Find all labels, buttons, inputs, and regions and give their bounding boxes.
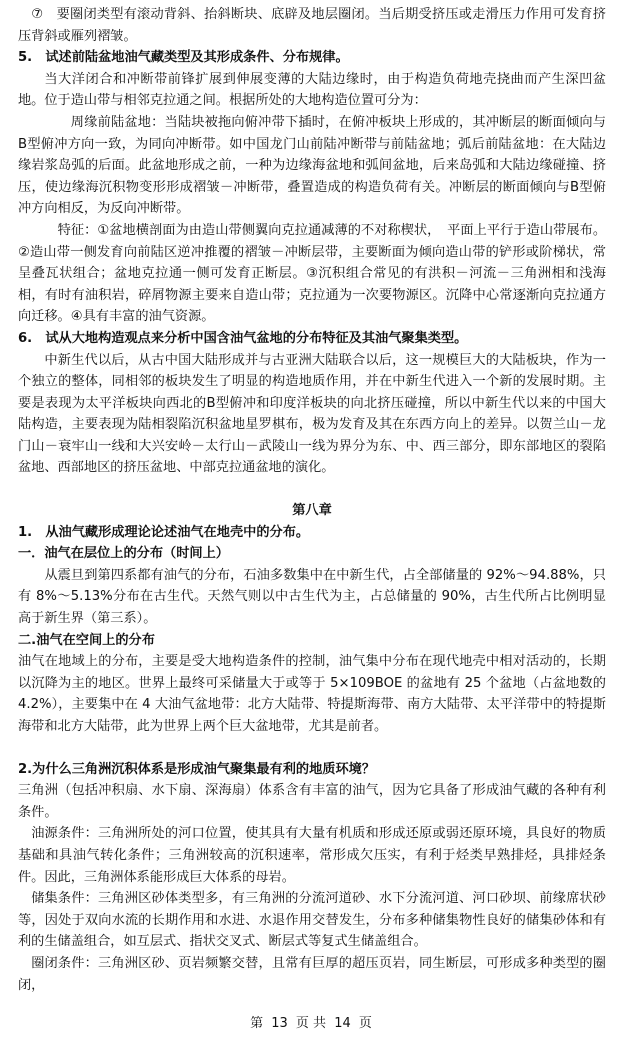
paragraph-trap-types: ⑦ 要圈闭类型有滚动背斜、抬斜断块、底辟及地层圈闭。当后期受挤压或走滑压力作用可发育挤压背斜或雁列褶皱。 <box>18 7 606 44</box>
question-6-title: 6. 试从大地构造观点来分析中国含油气盆地的分布特征及其油气聚集类型。 <box>18 330 468 346</box>
section-distribution-in-space-body: 油气在地域上的分布，主要是受大地构造条件的控制，油气集中分布在现代地壳中相对活动的，长期以沉降为主的地区。世界上最终可采储量大于或等于 5×109BOE 的盆地有 25 个盆地（占盆地数的 4.2%），主要集中在 4 大油气盆地带：北方大陆带、特提斯海带、南方大陆带、太平洋带中的特提斯海带和北方大陆带，此为世界上两个巨大盆地带，尤其是前者。 <box>18 654 606 734</box>
spacer <box>18 738 606 759</box>
question-5-intro: 当大洋闭合和冲断带前锋扩展到伸展变薄的大陆边缘时，由于构造负荷地壳挠曲而产生深凹盆地。位于造山带与相邻克拉通之间。根据所处的大地构造位置可分为： <box>18 71 606 109</box>
footer-suffix: 页 <box>358 1016 372 1031</box>
document-page <box>18 4 606 996</box>
delta-source-conditions: 油源条件：三角洲所处的河口位置，使其具有大量有机质和形成还原或弱还原环境，具良好的物质基础和具油气转化条件；三角洲较高的沉积速率，常形成欠压实，有利于烃类早熟排烃，具排烃条件。因此，三角洲体系能形成巨大体系的母岩。 <box>18 826 606 885</box>
footer-middle: 页 共 <box>295 1016 327 1031</box>
question-5-title: 5. 试述前陆盆地油气藏类型及其形成条件、分布规律。 <box>18 50 349 66</box>
total-pages: 14 <box>334 1016 351 1031</box>
section-distribution-by-layer-body: 从震旦到第四系都有油气的分布，石油多数集中在中新生代，占全部储量的 92%～94.88%，只有 8%～5.13%分布在古生代。天然气则以中古生代为主，占总储量的 90%，古生代所占比例明显高于新生界（第三系）。 <box>18 567 606 627</box>
page-number: 13 <box>271 1016 288 1031</box>
chapter-heading: 第八章 <box>292 503 332 519</box>
page-footer <box>0 1013 622 1035</box>
chapter-8-question-1-title: 1. 从油气藏形成理论论述油气在地壳中的分布。 <box>18 524 310 540</box>
question-6-body: 中新生代以后，从古中国大陆形成并与古亚洲大陆联合以后，这一规模巨大的大陆板块，作为一个独立的整体，同相邻的板块发生了明显的构造地质作用，并在中新生代进入一个新的发展时期。主要是表现为太平洋板块向西北的B型俯冲和印度洋板块的向北挤压碰撞，所以中新生代以来的中国大陆构造，主要表现为陆相裂陷沉积盆地星罗棋布，极为发育及其在东西方向上的差异。以贺兰山－龙门山－衰牢山一线和大兴安岭－太行山－武陵山一线为界分为东、中、西三部分，即东部地区的裂陷盆地、西部地区的挤压盆地、中部克拉通盆地的演化。 <box>18 352 606 476</box>
delta-trap-conditions: 圈闭条件：三角洲区砂、页岩频繁交替，且常有巨厚的超压页岩，同生断层，可形成多种类型的圈闭， <box>18 955 606 993</box>
section-distribution-in-space: 二.油气在空间上的分布 <box>18 632 155 648</box>
chapter-8-question-2-title: 2.为什么三角洲沉积体系是形成油气聚集最有利的地质环境？ <box>18 761 376 777</box>
delta-intro: 三角洲（包括冲积扇、水下扇、深海扇）体系含有丰富的油气，因为它具备了形成油气藏的各种有利条件。 <box>18 783 606 820</box>
section-distribution-by-layer: 一．油气在层位上的分布（时间上） <box>18 546 229 562</box>
delta-reservoir-conditions: 储集条件：三角洲区砂体类型多，有三角洲的分流河道砂、水下分流河道、河口砂坝、前缘席状砂等，因处于双向水流的长期作用和水进、水退作用交替发生，分布多种储集物性良好的储集砂体和有利的生储盖组合，如互层式、指状交叉式、断层式等复式生储盖组合。 <box>18 891 606 950</box>
footer-prefix: 第 <box>250 1016 264 1031</box>
question-5-features: 特征：①盆地横剖面为由造山带侧翼向克拉通减薄的不对称楔状， 平面上平行于造山带展布。②造山带一侧发育向前陆区逆冲推覆的褶皱－冲断层带，主要断面为倾向造山带的铲形或阶梯状，常呈叠瓦状组合；盆地克拉通一侧可发育正断层。③沉积组合常见的有洪积－河流－三角洲相和浅海相，有时有油积岩，碎屑物源主要来自造山带；克拉通为一次要物源区。沉降中心常逐渐向克拉通方向迁移。④具有丰富的油气资源。 <box>18 222 606 325</box>
question-5-basin-types: 周缘前陆盆地：当陆块被拖向俯冲带下插时，在俯冲板块上形成的，其冲断层的断面倾向与B型俯冲方向一致，为同向冲断带。如中国龙门山前陆冲断带与前陆盆地；弧后前陆盆地：在大陆边缘岩浆岛弧的后面。此盆地形成之前，一种为边缘海盆地和弧间盆地，后来岛弧和大陆边缘碰撞、挤压，使边缘海沉积物变形形成褶皱－冲断带，叠置造成的构造负荷有关。冲断层的断面倾向与B型俯冲方向相反，为反向冲断带。 <box>18 114 606 217</box>
